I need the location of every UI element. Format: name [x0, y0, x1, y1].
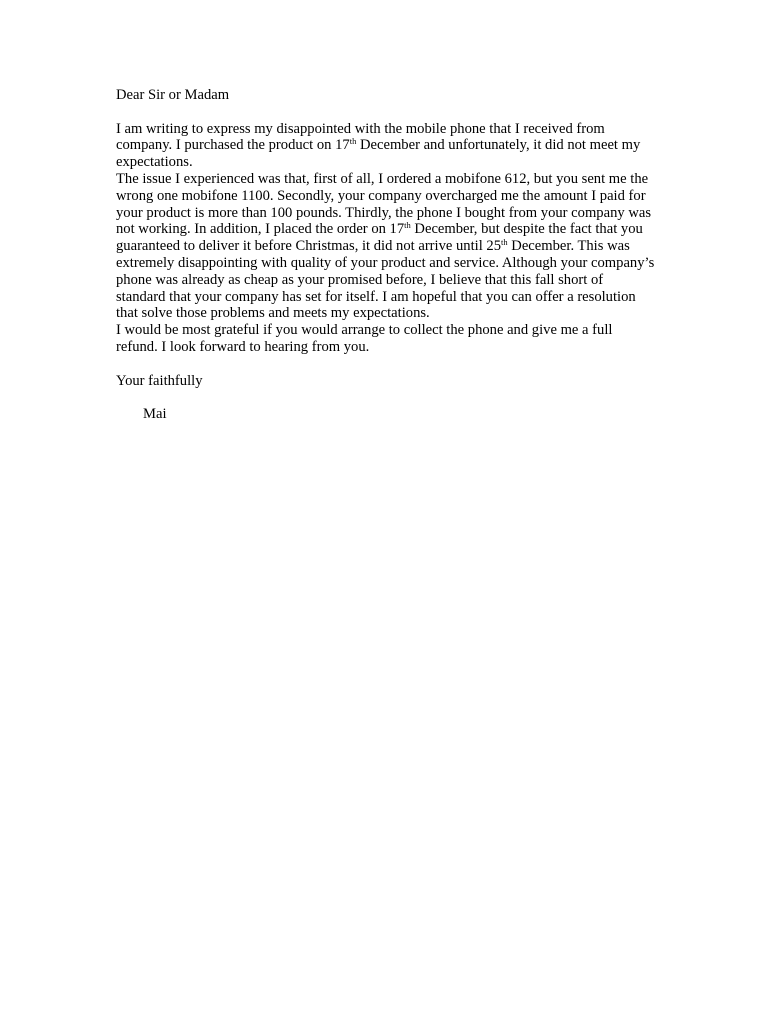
paragraph-gap: [116, 389, 656, 406]
ordinal-suffix: th: [404, 220, 411, 231]
paragraph-issues-text-2: December, but despite the fact that you guaranteed to deliver it before Christmas, it did not arrive until 25: [116, 221, 643, 255]
salutation: Dear Sir or Madam: [116, 87, 230, 103]
ordinal-suffix: th: [349, 136, 357, 147]
paragraph-issues-text-1: The issue I experienced was that, first of all, I ordered a mobifone 612, but you sent me the wrong one mobifone 1100. Secondly, your company overcharged me the amount I paid for your product is more than 100 pounds. Thirdly, the phone I bought from your company was not working. In addition, I placed the order on 17: [116, 170, 652, 238]
paragraph-issues: [116, 171, 656, 322]
letter-body: [116, 87, 656, 423]
paragraph-intro-text-1: I am writing to express my disappointed with the mobile phone that I received from company. I purchased the product on 17: [116, 120, 605, 154]
paragraph-issues-text-3: December. This was extremely disappointing with quality of your product and service. Although your company’s phone was already as cheap as your promised before, I believe that this fall short of standard that your company has set for itself. I am hopeful that you can offer a resolution that solve those problems and meets my expectations.: [116, 238, 655, 322]
closing: Your faithfully: [116, 372, 203, 389]
ordinal-suffix: th: [501, 237, 508, 248]
paragraph-gap: [116, 104, 656, 121]
paragraph-request: I would be most grateful if you would arrange to collect the phone and give me a full refund. I look forward to hearing from you.: [116, 322, 613, 355]
paragraph-intro-text-2: December and unfortunately, it did not meet my expectations.: [116, 137, 641, 171]
paragraph-gap: [116, 356, 656, 373]
paragraph-intro: [116, 121, 656, 171]
signature: Mai: [143, 406, 167, 423]
